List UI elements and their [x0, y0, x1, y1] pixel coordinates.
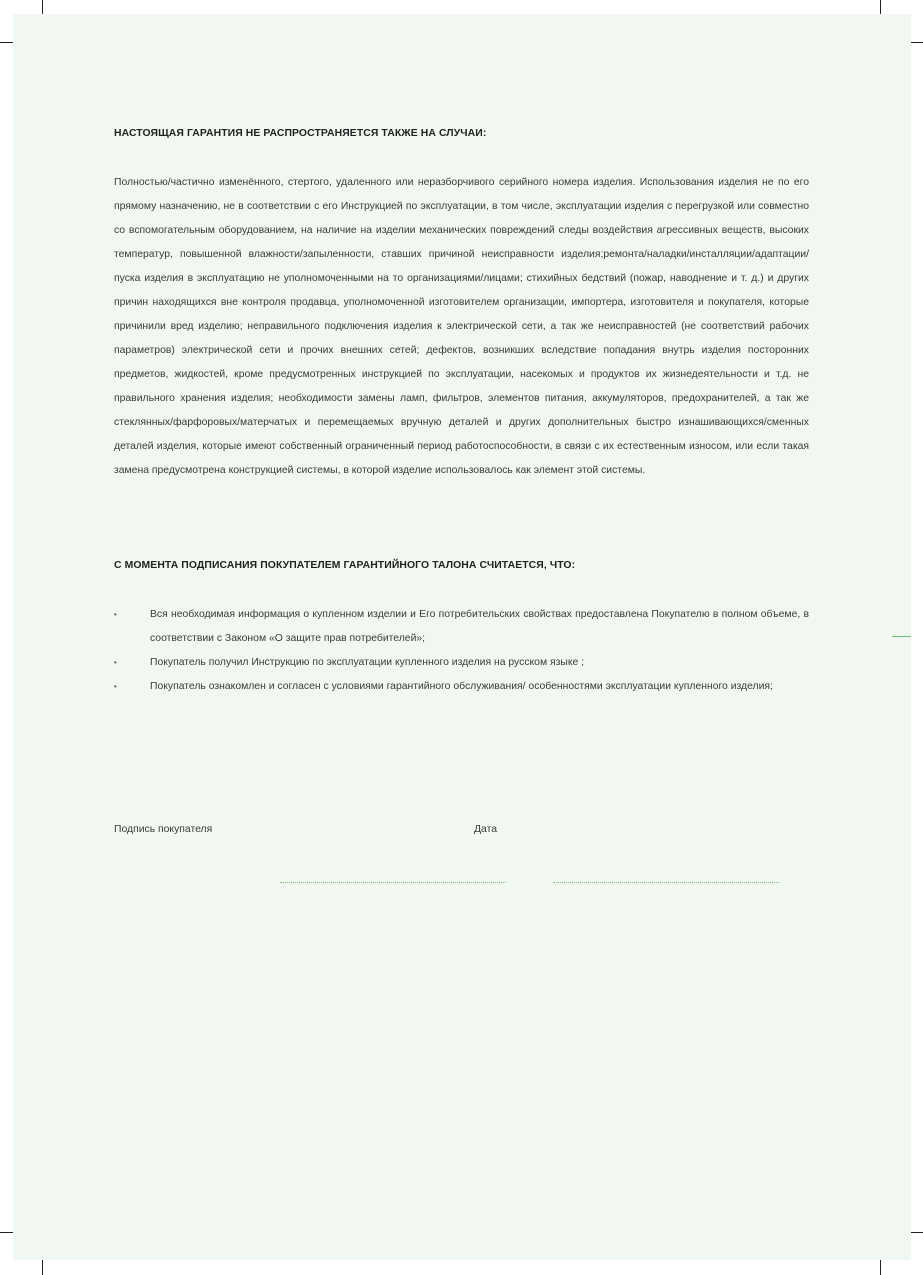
list-item — [114, 675, 809, 699]
bullet-icon: • — [114, 610, 117, 619]
list-item — [114, 603, 809, 651]
section-heading-exclusions: НАСТОЯЩАЯ ГАРАНТИЯ НЕ РАСПРОСТРАНЯЕТСЯ ТАКЖЕ НА СЛУЧАИ: — [114, 128, 487, 139]
list-item-text: Покупатель ознакомлен и согласен с условиями гарантийного обслуживания/ особенностями эксплуатации купленного изделия; — [150, 681, 773, 692]
buyer-signature-label: Подпись покупателя — [114, 824, 213, 835]
date-label: Дата — [474, 824, 498, 835]
list-item-text: Вся необходимая информация о купленном изделии и Его потребительских свойствах предоставлена Покупателю в полном объеме, в соответствии с Законом «О защите прав потребителей»; — [150, 609, 809, 644]
side-fold-mark — [892, 636, 911, 637]
list-item-text: Покупатель получил Инструкцию по эксплуатации купленного изделия на русском языке ; — [150, 657, 585, 668]
bullet-icon: • — [114, 682, 117, 691]
buyer-agreement-list — [114, 603, 809, 699]
list-item — [114, 651, 809, 675]
buyer-signature-line[interactable] — [280, 882, 506, 883]
bullet-icon: • — [114, 658, 117, 667]
section-heading-buyer-agreement: С МОМЕНТА ПОДПИСАНИЯ ПОКУПАТЕЛЕМ ГАРАНТИЙНОГО ТАЛОНА СЧИТАЕТСЯ, ЧТО: — [114, 560, 576, 571]
exclusions-paragraph: Полностью/частично изменённого, стертого, удаленного или неразборчивого серийного номера изделия. Использования изделия не по его прямому назначению, не в соответствии с его Инструкцией по эксплуатации, в том числе, эксплуатации изделия с перегрузкой или совместно со вспомогательным оборудованием, на наличие на изделии механических повреждений следы воздействия агрессивных веществ, высоких температур, повышенной влажности/запыленности, ставших причиной неисправности изделия;ремонта/наладки/инсталляции/адаптации/пуска изделия в эксплуатацию не уполномоченными на то организациями/лицами; стихийных бедствий (пожар, наводнение и т. д.) и других причин находящихся вне контроля продавца, уполномоченной изготовителем организации, импортера, изготовителя и покупателя, которые причинили вред изделию; неправильного подключения изделия к электрической сети, а так же неисправностей (не соответствий рабочих параметров) электрической сети и прочих внешних сетей; дефектов, возникших вследствие попадания внутрь изделия посторонних предметов, жидкостей, кроме предусмотренных инструкцией по эксплуатации, насекомых и продуктов их жизнедеятельности и т.д. не правильного хранения изделия; необходимости замены ламп, фильтров, элементов питания, аккумуляторов, предохранителей, а так же стеклянных/фарфоровых/матерчатых и перемещаемых вручную деталей и других дополнительных быстро изнашивающихся/сменных деталей изделия, которые имеют собственный ограниченный период работоспособности, в связи с их естественным износом, или если такая замена предусмотрена конструкцией системы, в которой изделие использовалось как элемент этой системы. — [114, 177, 809, 476]
date-line[interactable] — [553, 882, 779, 883]
